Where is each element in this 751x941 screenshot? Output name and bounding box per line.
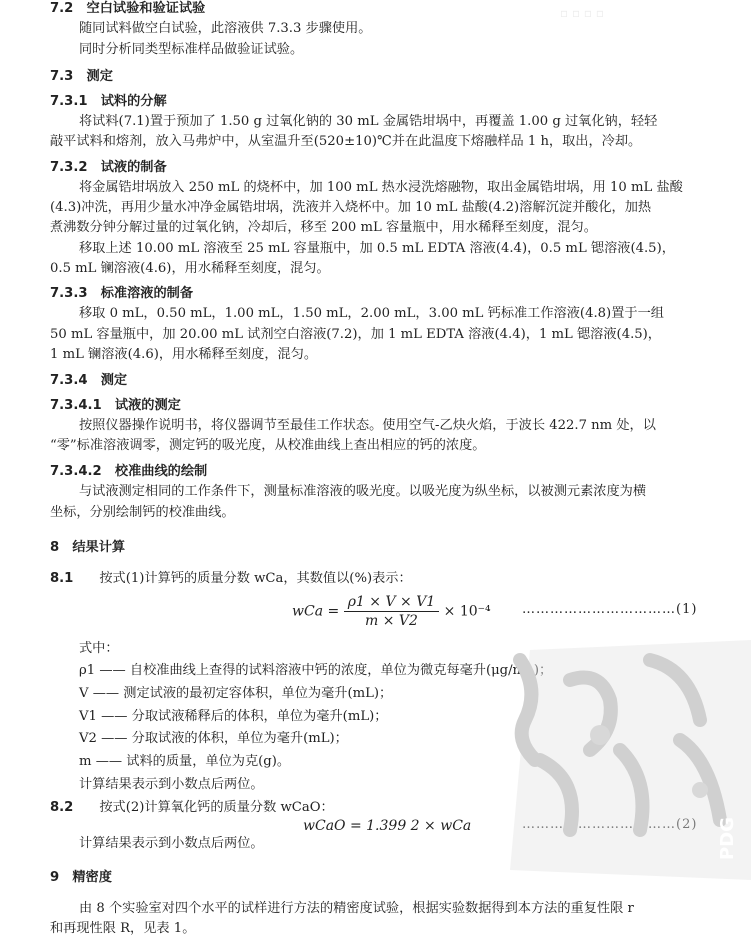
equation-number-1: ……………………………(1)	[522, 602, 698, 617]
paragraph-line: 将试料(7.1)置于预加了 1.50 g 过氧化钠的 30 mL 金属锆坩埚中，再覆盖 1.00 g 过氧化钠，轻轻	[79, 114, 658, 129]
fraction	[344, 594, 440, 629]
definition-rho: ρ1 —— 自校准曲线上查得的试料溶液中钙的浓度，单位为微克每毫升(μg/mL)；	[79, 663, 553, 678]
paragraph-line: 敲平试料和熔剂，放入马弗炉中，从室温升至(520±10)℃并在此温度下熔融样品 1 h，取出，冷却。	[50, 134, 642, 149]
section-number: 8.1	[50, 571, 74, 586]
section-7-2-title: 7.2 空白试验和验证试验	[50, 1, 206, 16]
denominator: m × V2	[364, 613, 418, 629]
numerator: ρ1 × V × V1	[344, 594, 440, 612]
section-8-2	[50, 799, 334, 817]
paragraph-line: (4.3)冲洗，再用少量水冲净金属锆坩埚，洗液并入烧杯中。加 10 mL 盐酸(4.2)溶解沉淀并酸化，加热	[50, 200, 652, 215]
paragraph-line: 移取上述 10.00 mL 溶液至 25 mL 容量瓶中，加 0.5 mL EDTA 溶液(4.4)，0.5 mL 锶溶液(4.5)，	[79, 241, 675, 256]
paragraph-line: 和再现性限 R，见表 1。	[50, 921, 196, 936]
definition-v1: V1 —— 分取试液稀释后的体积，单位为毫升(mL)；	[79, 709, 388, 724]
definition-m: m —— 试料的质量，单位为克(g)。	[79, 754, 291, 769]
section-9-title: 9 精密度	[50, 870, 112, 885]
paragraph: 随同试料做空白试验，此溶液供 7.3.3 步骤使用。	[79, 21, 372, 36]
definition-v2: V2 —— 分取试液的体积，单位为毫升(mL)；	[79, 731, 348, 746]
section-7-3-title: 7.3 测定	[50, 69, 113, 84]
section-7-3-4-title: 7.3.4 测定	[50, 373, 128, 388]
paragraph-line: 移取 0 mL，0.50 mL，1.00 mL，1.50 mL，2.00 mL，3.00 mL 钙标准工作溶液(4.8)置于一组	[79, 306, 664, 321]
section-7-3-1-title: 7.3.1 试料的分解	[50, 94, 167, 109]
paragraph-line: 坐标，分别绘制钙的校准曲线。	[50, 505, 235, 520]
paragraph-line: 50 mL 容量瓶中，加 20.00 mL 试剂空白溶液(7.2)，加 1 mL EDTA 溶液(4.4)，1 mL 锶溶液(4.5)，	[50, 327, 661, 342]
definition-v: V —— 测定试液的最初定容体积，单位为毫升(mL)；	[79, 686, 393, 701]
section-8-title: 8 结果计算	[50, 540, 126, 555]
section-7-3-4-1-title: 7.3.4.1 试液的测定	[50, 398, 181, 413]
section-8-1-text: 按式(1)计算钙的质量分数 wCa，其数值以(%)表示：	[99, 571, 412, 586]
paragraph-line: 将金属锆坩埚放入 250 mL 的烧杯中，加 100 mL 热水浸洗熔融物，取出金属锆坩埚，用 10 mL 盐酸	[79, 180, 683, 195]
paragraph-line: 1 mL 镧溶液(4.6)，用水稀释至刻度，混匀。	[50, 347, 318, 362]
section-8-1	[50, 570, 412, 588]
paragraph-line: 煮沸数分钟分解过量的过氧化钠，冷却后，移至 200 mL 容量瓶中，用水稀释至刻度，混匀。	[50, 220, 597, 235]
result-note: 计算结果表示到小数点后两位。	[79, 836, 264, 851]
result-note: 计算结果表示到小数点后两位。	[79, 777, 264, 792]
paragraph-line: 0.5 mL 镧溶液(4.6)，用水稀释至刻度，混匀。	[50, 261, 330, 276]
section-number: 8.2	[50, 800, 74, 815]
formula-factor: × 10⁻⁴	[443, 603, 491, 620]
paragraph-line: 与试液测定相同的工作条件下，测量标准溶液的吸光度。以吸光度为纵坐标，以被测元素浓度为横	[79, 484, 647, 499]
section-7-3-4-2-title: 7.3.4.2 校准曲线的绘制	[50, 464, 208, 479]
paragraph-line: “零”标准溶液调零，测定钙的吸光度，从校准曲线上查出相应的钙的浓度。	[50, 438, 486, 453]
formula-lhs: wCa =	[292, 603, 340, 620]
where-label: 式中：	[79, 641, 119, 656]
section-7-3-2-title: 7.3.2 试液的制备	[50, 160, 167, 175]
section-7-3-3-title: 7.3.3 标准溶液的制备	[50, 286, 194, 301]
paragraph: 同时分析同类型标准样品做验证试验。	[79, 42, 304, 57]
equation-number-2: ……………………………(2)	[522, 817, 698, 832]
formula-1	[292, 594, 491, 629]
watermark-pdg: PDG	[717, 817, 739, 860]
bleed-through: ▫ ▫ ▫ ▫	[560, 6, 604, 20]
formula-2: wCaO = 1.399 2 × wCa	[303, 818, 472, 834]
paragraph-line: 由 8 个实验室对四个水平的试样进行方法的精密度试验，根据实验数据得到本方法的重复性限 r	[79, 901, 634, 916]
paragraph-line: 按照仪器操作说明书，将仪器调节至最佳工作状态。使用空气-乙炔火焰，于波长 422.7 nm 处，以	[79, 418, 656, 433]
section-8-2-text: 按式(2)计算氧化钙的质量分数 wCaO：	[99, 800, 334, 815]
